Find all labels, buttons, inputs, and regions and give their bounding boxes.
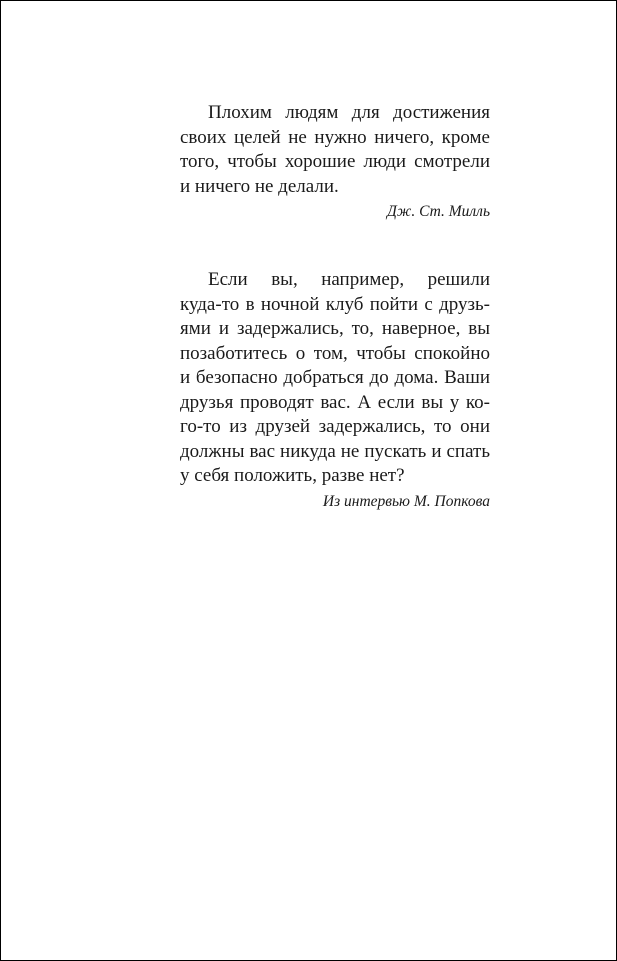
epigraph-line: позаботитесь о том, чтобы спокойно bbox=[180, 342, 490, 364]
epigraph-line: Плохим людям для достижения bbox=[208, 102, 490, 123]
epigraph-line: Если вы, например, решили bbox=[208, 269, 490, 290]
epigraph-line: и ничего не делали. bbox=[180, 175, 339, 197]
epigraph-line: того, чтобы хорошие люди смотрели bbox=[180, 151, 490, 172]
epigraph-line: куда-то в ночной клуб пойти с друзь- bbox=[180, 293, 490, 315]
epigraph-mill bbox=[180, 101, 490, 222]
epigraph-line: у себя положить, разве нет? bbox=[180, 465, 405, 486]
epigraph-line: го-то из друзей задержались, то они bbox=[180, 416, 490, 437]
epigraph-popkov bbox=[180, 268, 490, 512]
epigraph-attribution: Из интервью М. Попкова bbox=[322, 492, 490, 510]
epigraph-line: должны вас никуда не пускать и спать bbox=[180, 440, 490, 462]
epigraph-line: ями и задержались, то, наверное, вы bbox=[180, 318, 490, 339]
epigraph-attribution: Дж. Ст. Милль bbox=[387, 203, 490, 220]
epigraph-line: друзья проводят вас. А если вы у ко- bbox=[180, 391, 490, 413]
epigraph-line: своих целей не нужно ничего, кроме bbox=[180, 126, 490, 148]
epigraph-line: и безопасно добраться до дома. Ваши bbox=[180, 367, 490, 388]
